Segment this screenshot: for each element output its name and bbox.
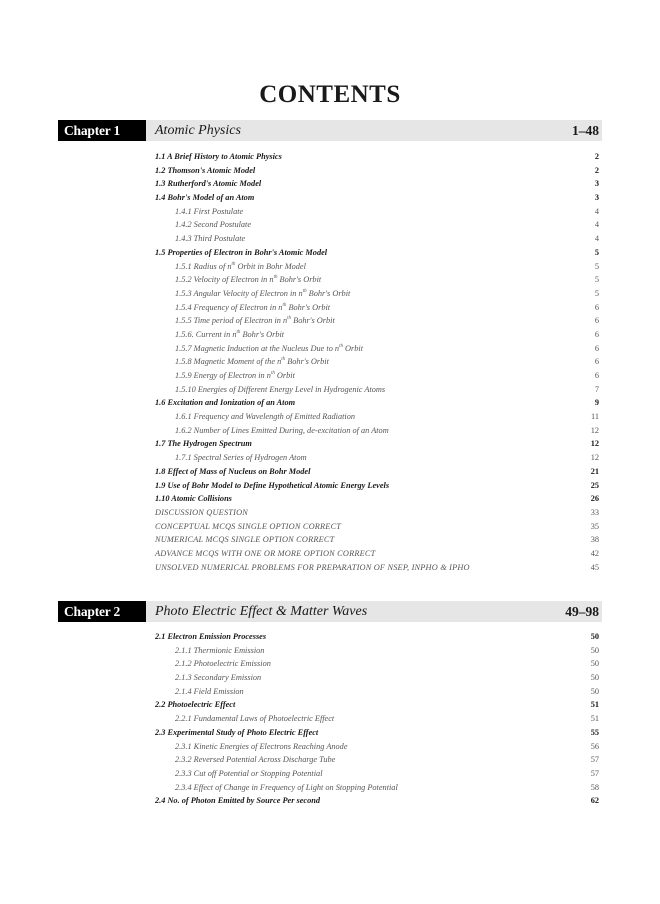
toc-entry-title: 2.2.1 Fundamental Laws of Photoelectric Effect (175, 714, 335, 724)
toc-entry-page: 26 (590, 494, 599, 504)
toc-entry-page: 55 (590, 727, 599, 737)
toc-entry-title: 2.1.1 Thermionic Emission (175, 645, 265, 655)
toc-entry-page: 2 (594, 165, 599, 175)
toc-list (155, 630, 599, 808)
toc-entry-title: 1.1 A Brief History to Atomic Physics (155, 152, 282, 161)
toc-entry-page: 56 (590, 741, 599, 751)
toc-entry[interactable] (155, 437, 599, 451)
toc-entry[interactable] (155, 177, 599, 191)
chapter-header[interactable] (58, 120, 602, 141)
toc-entry-title: ADVANCE MCQS WITH ONE OR MORE OPTION CORRECT (155, 548, 376, 558)
toc-entry-page: 4 (594, 206, 599, 216)
toc-entry-page: 6 (594, 316, 599, 326)
toc-entry-title: 1.6.2 Number of Lines Emitted During, de-excitation of an Atom (175, 425, 389, 435)
toc-entry-page: 57 (590, 755, 599, 765)
toc-entry-page: 3 (594, 193, 599, 203)
toc-entry[interactable] (155, 191, 599, 205)
toc-entry-title: 1.5.9 Energy of Electron in $n^{th}$ Orbit (175, 371, 295, 380)
chapter-label: Chapter 2 (58, 601, 146, 622)
toc-entry-page: 62 (590, 796, 599, 806)
toc-entry-page: 5 (594, 288, 599, 298)
toc-entry-page: 50 (590, 632, 599, 641)
chapter-header[interactable] (58, 601, 602, 622)
toc-entry[interactable] (155, 794, 599, 808)
toc-entry-title: 1.5.6. Current in $n^{th}$ Bohr's Orbit (175, 329, 285, 339)
toc-entry-title: 1.5.10 Energies of Different Energy Level in Hydrogenic Atoms (175, 384, 386, 394)
toc-entry-title: 1.8 Effect of Mass of Nucleus on Bohr Model (155, 466, 311, 476)
toc-entry-title: 1.7.1 Spectral Series of Hydrogen Atom (175, 453, 307, 463)
toc-entry-page: 6 (594, 302, 599, 312)
toc-entry-page: 12 (590, 425, 599, 435)
toc-entry-page: 45 (590, 562, 599, 572)
chapter-page-range: 1–48 (572, 123, 599, 138)
toc-entry[interactable] (155, 232, 599, 246)
toc-entry-title: 1.4.1 First Postulate (175, 206, 244, 216)
toc-entry-title: 1.4.2 Second Postulate (175, 220, 252, 230)
toc-entry-page: 9 (594, 398, 599, 408)
toc-entry[interactable] (155, 492, 599, 506)
toc-entry-title: 2.1 Electron Emission Processes (155, 632, 267, 641)
toc-entry-title: 1.5.1 Radius of $n^{th}$ Orbit in Bohr Model (175, 261, 306, 271)
toc-entry-title: 2.4 No. of Photon Emitted by Source Per second (155, 796, 321, 806)
toc-entry-title: 1.5.7 Magnetic Induction at the Nucleus Due to $n^{th}$ Orbit (175, 343, 364, 353)
toc-entry-page: 4 (594, 234, 599, 244)
toc-entry-title: 2.3 Experimental Study of Photo Electric Effect (155, 727, 319, 737)
toc-entry-title: 2.1.4 Field Emission (175, 686, 244, 696)
toc-entry-page: 38 (590, 535, 599, 545)
toc-entry-page: 21 (590, 466, 599, 476)
chapter-title: Photo Electric Effect & Matter Waves (155, 604, 368, 619)
toc-entry-page: 5 (594, 247, 599, 257)
toc-list (155, 150, 599, 574)
toc-entry[interactable] (155, 328, 599, 342)
toc-entry-page: 51 (590, 700, 599, 710)
toc-entry[interactable] (155, 520, 599, 534)
toc-entry[interactable] (155, 479, 599, 493)
toc-entry[interactable] (155, 383, 599, 397)
toc-entry-page: 25 (590, 480, 599, 490)
toc-entry[interactable] (155, 164, 599, 178)
toc-entry-page: 6 (594, 357, 599, 367)
toc-entry[interactable] (155, 753, 599, 767)
toc-entry[interactable] (155, 260, 599, 274)
toc-entry-page: 12 (590, 453, 599, 463)
toc-entry-title: CONCEPTUAL MCQS SINGLE OPTION CORRECT (155, 521, 342, 531)
toc-entry-title: 1.2 Thomson's Atomic Model (155, 165, 256, 175)
toc-entry-page: 12 (590, 439, 599, 449)
toc-entry[interactable] (155, 314, 599, 328)
toc-entry-title: 1.7 The Hydrogen Spectrum (155, 439, 252, 449)
toc-entry-title: 2.1.2 Photoelectric Emission (175, 659, 271, 669)
toc-entry[interactable] (155, 205, 599, 219)
toc-entry[interactable] (155, 547, 599, 561)
toc-entry-page: 57 (590, 768, 599, 778)
toc-entry[interactable] (155, 342, 599, 356)
toc-entry-page: 5 (594, 275, 599, 285)
toc-entry-page: 6 (594, 343, 599, 353)
toc-entry[interactable] (155, 396, 599, 410)
toc-entry-page: 7 (594, 384, 599, 394)
toc-entry[interactable] (155, 630, 599, 644)
toc-entry-title: 1.5.4 Frequency of Electron in $n^{th}$ Bohr's Orbit (175, 302, 331, 312)
toc-entry[interactable] (155, 671, 599, 685)
toc-entry-title: 1.6.1 Frequency and Wavelength of Emitted Radiation (175, 412, 356, 422)
toc-entry-title: 2.3.1 Kinetic Energies of Electrons Reaching Anode (175, 741, 348, 751)
toc-entry[interactable] (155, 465, 599, 479)
toc-entry-page: 6 (594, 371, 599, 380)
toc-entry[interactable] (155, 287, 599, 301)
toc-entry-title: DISCUSSION QUESTION (155, 507, 248, 517)
toc-entry[interactable] (155, 424, 599, 438)
toc-entry-page: 50 (590, 673, 599, 683)
toc-entry-title: 2.3.4 Effect of Change in Frequency of Light on Stopping Potential (175, 782, 398, 792)
toc-entry[interactable] (155, 150, 599, 164)
toc-entry[interactable] (155, 698, 599, 712)
toc-entry[interactable] (155, 726, 599, 740)
toc-entry-title: 1.4.3 Third Postulate (175, 234, 246, 244)
toc-entry[interactable] (155, 685, 599, 699)
toc-entry-title: 1.3 Rutherford's Atomic Model (155, 179, 262, 189)
toc-entry-page: 50 (590, 645, 599, 655)
toc-entry-page: 50 (590, 686, 599, 696)
toc-entry-page: 11 (591, 412, 599, 422)
toc-entry-page: 33 (590, 507, 599, 517)
toc-entry[interactable] (155, 246, 599, 260)
toc-entry-page: 6 (594, 329, 599, 339)
toc-entry[interactable] (155, 369, 599, 383)
toc-entry-title: 1.6 Excitation and Ionization of an Atom (155, 398, 296, 408)
toc-entry[interactable] (155, 767, 599, 781)
toc-entry-page: 42 (590, 548, 599, 558)
toc-entry-title: NUMERICAL MCQS SINGLE OPTION CORRECT (155, 535, 335, 545)
toc-entry-title: 2.3.2 Reversed Potential Across Discharge Tube (175, 755, 336, 765)
toc-entry-page: 2 (594, 152, 599, 161)
toc-entry-title: 2.2 Photoelectric Effect (155, 700, 236, 710)
toc-entry[interactable] (155, 451, 599, 465)
toc-entry-title: 1.5 Properties of Electron in Bohr's Atomic Model (155, 247, 328, 257)
toc-entry[interactable] (155, 533, 599, 547)
toc-entry-title: 2.3.3 Cut off Potential or Stopping Potential (175, 768, 323, 778)
toc-entry-title: 1.5.8 Magnetic Moment of the $n^{th}$ Bohr's Orbit (175, 357, 329, 367)
toc-entry-title: 1.9 Use of Bohr Model to Define Hypothetical Atomic Energy Levels (155, 480, 390, 490)
toc-entry-page: 51 (590, 714, 599, 724)
toc-entry[interactable] (155, 644, 599, 658)
toc-entry[interactable] (155, 561, 599, 575)
toc-entry-title: 1.5.3 Angular Velocity of Electron in $n^{th}$ Bohr's Orbit (175, 288, 351, 298)
toc-entry[interactable] (155, 712, 599, 726)
toc-entry-page: 3 (594, 179, 599, 189)
chapter-page-range: 49–98 (565, 604, 599, 619)
toc-entry[interactable] (155, 273, 599, 287)
toc-entry-title: 1.4 Bohr's Model of an Atom (155, 193, 255, 203)
toc-entry-title: 1.5.5 Time period of Electron in $n^{th}$ Bohr's Orbit (175, 316, 335, 326)
page-title: CONTENTS (259, 81, 401, 108)
toc-entry[interactable] (155, 410, 599, 424)
toc-entry[interactable] (155, 355, 599, 369)
toc-entry[interactable] (155, 740, 599, 754)
toc-entry[interactable] (155, 506, 599, 520)
toc-entry-title: 2.1.3 Secondary Emission (175, 673, 262, 683)
toc-entry[interactable] (155, 301, 599, 315)
toc-entry-page: 50 (590, 659, 599, 669)
toc-entry-page: 35 (590, 521, 599, 531)
toc-entry-page: 4 (594, 220, 599, 230)
toc-entry-page: 58 (590, 782, 599, 792)
toc-entry[interactable] (155, 781, 599, 795)
toc-entry[interactable] (155, 218, 599, 232)
toc-entry-title: 1.10 Atomic Collisions (155, 494, 232, 504)
toc-entry-title: UNSOLVED NUMERICAL PROBLEMS FOR PREPARATION OF NSEP, INPHO & IPHO (155, 562, 470, 572)
toc-entry[interactable] (155, 657, 599, 671)
chapter-title: Atomic Physics (155, 123, 241, 138)
toc-entry-page: 5 (594, 261, 599, 271)
chapter-label: Chapter 1 (58, 120, 146, 141)
toc-entry-title: 1.5.2 Velocity of Electron in $n^{th}$ Bohr's Orbit (175, 275, 322, 285)
